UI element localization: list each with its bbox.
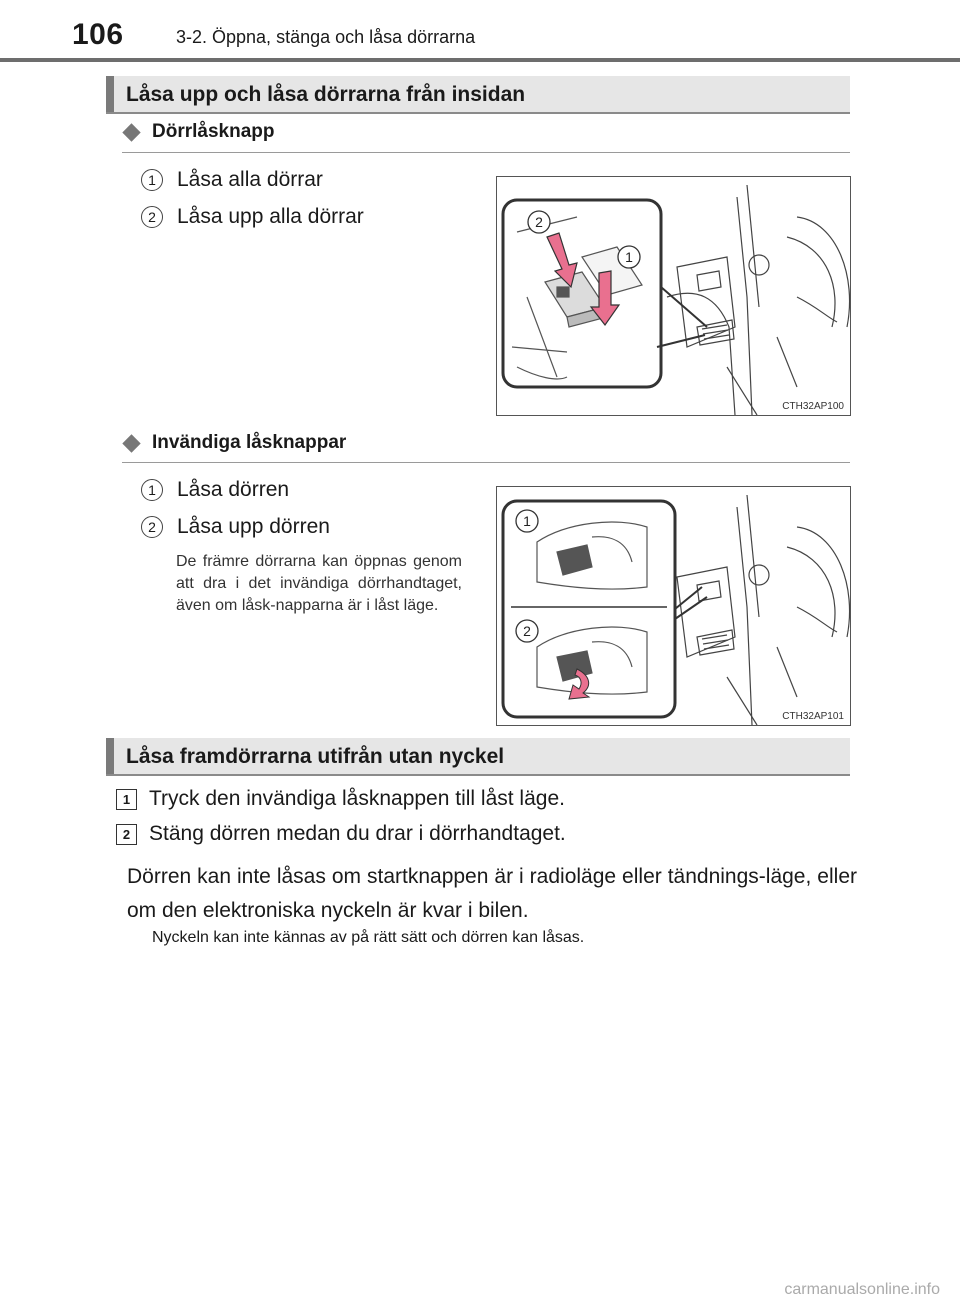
step-item	[141, 205, 364, 229]
step-item	[141, 515, 330, 539]
diamond-bullet-icon	[122, 123, 140, 141]
inside-lock-buttons-illustration	[497, 487, 850, 725]
figure-code: CTH32AP100	[782, 401, 844, 412]
section-heading-inside-locking	[106, 76, 850, 114]
step-item	[141, 478, 289, 502]
callout-1: 1	[523, 513, 531, 529]
section-accent	[106, 76, 114, 112]
subheading-rule	[122, 462, 850, 463]
step-item	[116, 822, 566, 846]
section-title: Låsa framdörrarna utifrån utan nyckel	[126, 745, 505, 768]
body-paragraph: Dörren kan inte låsas om startknappen är i radioläge eller tändnings-läge, eller om den elektroniska nyckeln är kvar i bilen.	[127, 865, 857, 922]
step-item	[141, 168, 323, 192]
figure-door-lock-switch	[496, 176, 851, 416]
door-lock-switch-illustration	[497, 177, 850, 415]
step-number-circle: 2	[141, 516, 163, 538]
subheading-door-lock-switch	[122, 121, 274, 143]
step-text: Låsa alla dörrar	[177, 168, 323, 191]
step-number-box: 1	[116, 789, 137, 810]
section-accent	[106, 738, 114, 774]
chapter-title: 3-2. Öppna, stänga och låsa dörrarna	[176, 27, 476, 47]
subheading-rule	[122, 152, 850, 153]
figure-code: CTH32AP101	[782, 711, 844, 722]
step-number-circle: 1	[141, 169, 163, 191]
step-text: Stäng dörren medan du drar i dörrhandtaget.	[149, 822, 566, 845]
step-text: Tryck den invändiga låsknappen till låst läge.	[149, 787, 565, 810]
step-text: Låsa upp dörren	[177, 515, 330, 538]
watermark: carmanualsonline.info	[784, 1281, 940, 1298]
page-number: 106	[72, 18, 124, 51]
section-heading-lock-without-key	[106, 738, 850, 776]
step-item	[116, 787, 565, 811]
note-text: Nyckeln kan inte kännas av på rätt sätt och dörren kan låsas.	[152, 929, 585, 946]
subheading-text: Dörrlåsknapp	[152, 121, 275, 142]
callout-2: 2	[535, 214, 543, 230]
subheading-text: Invändiga låsknappar	[152, 432, 347, 453]
subheading-inside-lock-buttons	[122, 432, 346, 454]
callout-2: 2	[523, 623, 531, 639]
header-rule	[0, 58, 960, 62]
figure-inside-lock-buttons	[496, 486, 851, 726]
callout-1: 1	[625, 249, 633, 265]
step-number-circle: 1	[141, 479, 163, 501]
step-number-box: 2	[116, 824, 137, 845]
step-text: Låsa upp alla dörrar	[177, 205, 364, 228]
diamond-bullet-icon	[122, 434, 140, 452]
step-text: Låsa dörren	[177, 478, 290, 501]
section-title: Låsa upp och låsa dörrarna från insidan	[126, 83, 526, 106]
step-number-circle: 2	[141, 206, 163, 228]
note-text: De främre dörrarna kan öppnas genom att dra i det invändiga dörrhandtaget, även om låsk-napparna är i låst läge.	[176, 553, 462, 614]
